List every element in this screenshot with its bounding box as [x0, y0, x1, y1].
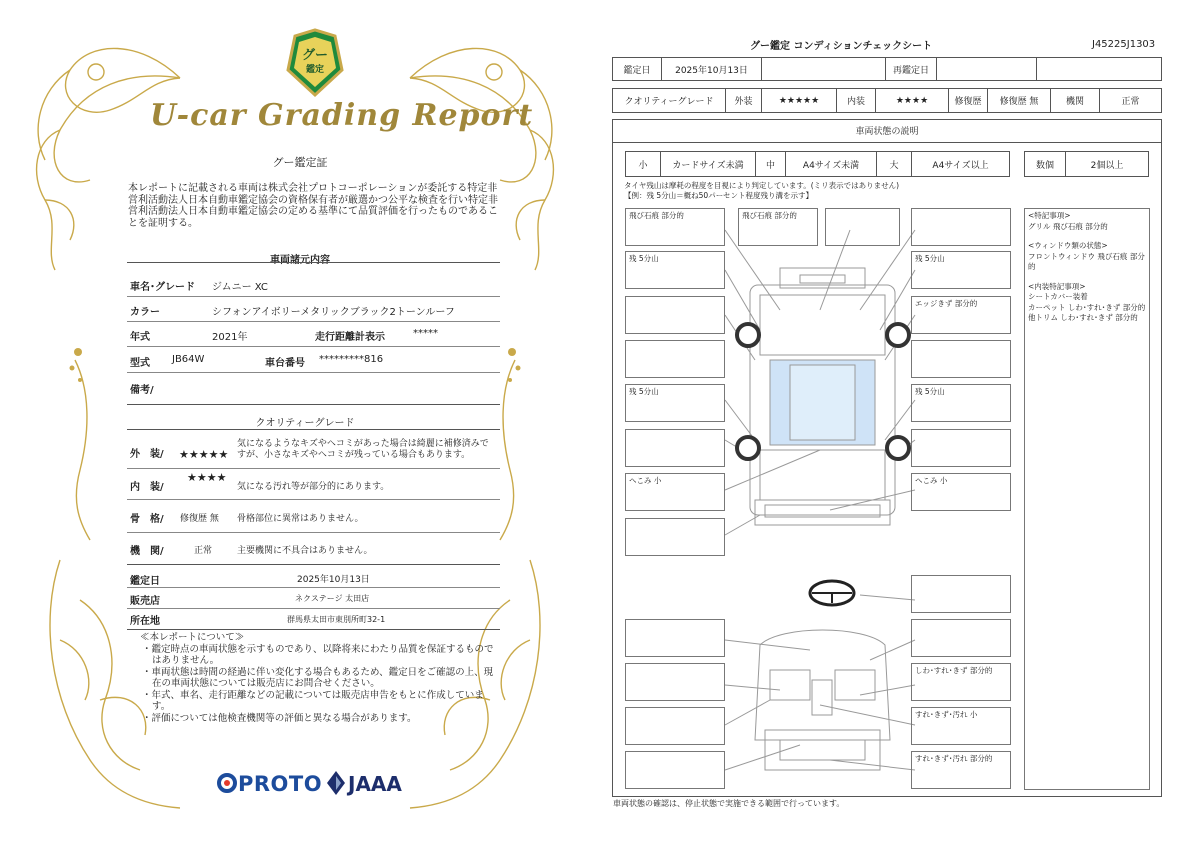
spec-row-model — [127, 347, 500, 373]
engine-value: 正常 — [194, 546, 213, 556]
certificate-body: 本レポートに記載される車両は株式会社プロトコーポレーションが委託する特定非営利活動法人日本自動車鑑定協会の資格保有者が厳選かつ公平な検査を行い特定非営利活動法人日本自動車鑑定協会の定める基準にて品質評価を行ったものであることを証明する。 — [128, 183, 498, 229]
box-left-3 — [625, 340, 725, 378]
dealer-value: ネクステージ 太田店 — [295, 594, 370, 603]
badge-top-text: グー — [301, 48, 328, 63]
legend-small: 小 — [625, 151, 661, 177]
frame-desc: 骨格部位に異常はありません。 — [237, 514, 364, 524]
proto-logo-icon — [216, 772, 238, 796]
exterior-stars: ★★★★★ — [761, 88, 837, 113]
steering-wheel-icon — [810, 581, 854, 605]
color-label: カラー — [130, 307, 160, 318]
box-interior-right-0 — [911, 619, 1011, 657]
sheet-title: グー鑑定 コンディションチェックシート — [750, 41, 933, 52]
grade-label: クオリティーグレード — [612, 88, 726, 113]
jaaa-logo: JAAA — [348, 772, 402, 796]
appraisal-row-date — [127, 566, 500, 588]
report-script-title: U-car Grading Report — [150, 98, 534, 133]
mileage-label: 走行距離計表示 — [315, 332, 385, 343]
box-interior-left-3 — [625, 707, 725, 745]
exterior-label: 外装 — [725, 88, 762, 113]
exterior-label: 外 装/ — [130, 449, 164, 460]
interior-desc: 気になる汚れ等が部分的にあります。 — [237, 482, 390, 492]
box-right-3 — [911, 340, 1011, 378]
legend-mid: 中 — [755, 151, 786, 177]
box-right-6: へこみ 小 — [911, 473, 1011, 511]
special-title-3: <内装特記事項> — [1028, 281, 1086, 291]
proto-logo: PROTO — [238, 772, 323, 796]
dealer-label: 販売店 — [130, 596, 160, 607]
certificate-title: グー鑑定証 — [272, 156, 328, 169]
legend-count: 数個 — [1024, 151, 1066, 177]
badge-bottom-text: 鑑定 — [305, 65, 324, 75]
box-right-4: 残 5分山 — [911, 384, 1011, 422]
appraisal-date-label: 鑑定日 — [612, 57, 662, 81]
box-interior-left-2 — [625, 663, 725, 701]
box-rear-left — [625, 518, 725, 556]
box-front-center — [825, 208, 900, 246]
appraisal-row-location — [127, 609, 500, 630]
repair-value: 修復歴 無 — [987, 88, 1051, 113]
quality-row-interior — [127, 469, 500, 500]
model-value: JB64W — [172, 354, 205, 365]
quality-row-frame — [127, 500, 500, 533]
year-value: 2021年 — [212, 332, 248, 343]
legend-large-desc: A4サイズ以上 — [911, 151, 1010, 177]
appraisal-date-label: 鑑定日 — [130, 576, 160, 587]
exterior-stars: ★★★★★ — [179, 448, 229, 461]
box-left-1: 残 5分山 — [625, 251, 725, 289]
appraisal-date-value: 2025年10月13日 — [297, 575, 370, 585]
box-interior-right-2: すれ･きず･汚れ 小 — [911, 707, 1011, 745]
spec-row-remarks — [127, 373, 500, 405]
mileage-value: ***** — [413, 328, 438, 339]
engine-label: 機 関/ — [130, 546, 164, 557]
appraisal-date-value: 2025年10月13日 — [661, 57, 762, 81]
condition-title: 車両状態の説明 — [612, 119, 1162, 143]
notes-title: ≪本レポートについて≫ — [140, 632, 245, 643]
name-label: 車名･グレード — [130, 282, 195, 293]
special-text-3c: 他トリム しわ･すれ･きず 部分的 — [1028, 313, 1138, 322]
exterior-desc: 気になるようなキズやヘコミがあった場合は綺麗に補修済みですが、小さなキズやヘコミが残っている場合もあります。 — [237, 439, 489, 460]
special-text-2: フロントウィンドウ 飛び石痕 部分的 — [1028, 251, 1145, 271]
note-item: ・車両状態は時間の経過に伴い変化する場合もあるため、鑑定日をご確認の上、現在の車両状態については販売店にお問合せください。 — [142, 666, 494, 689]
box-front-mid-top: 飛び石痕 部分的 — [738, 208, 818, 246]
box-left-2 — [625, 296, 725, 334]
note-item: ・鑑定時点の車両状態を示すものであり、以降将来にわたり品質を保証するものではありません。 — [142, 643, 494, 666]
legend-large: 大 — [876, 151, 912, 177]
footer-note: 車両状態の確認は、停止状態で実施できる範囲で行っています。 — [613, 799, 845, 808]
box-left-5 — [625, 429, 725, 467]
model-label: 型式 — [130, 358, 150, 369]
box-right-2: エッジきず 部分的 — [911, 296, 1011, 334]
special-text-3b: カーペット しわ･すれ･きず 部分的 — [1028, 302, 1146, 312]
box-interior-right-1: しわ･すれ･きず 部分的 — [911, 663, 1011, 701]
condition-check-sheet — [600, 0, 1200, 848]
box-steering — [911, 575, 1011, 613]
special-text-1: グリル 飛び石痕 部分的 — [1028, 221, 1108, 231]
box-front-left-top: 飛び石痕 部分的 — [625, 208, 725, 246]
note-item: ・評価については他検査機関等の評価と異なる場合があります。 — [142, 712, 417, 724]
spec-row-name — [127, 272, 500, 297]
legend-mid-desc: A4サイズ未満 — [785, 151, 877, 177]
reinspect-date-value — [936, 57, 1037, 81]
box-right-1: 残 5分山 — [911, 251, 1011, 289]
chassis-label: 車台番号 — [265, 358, 305, 369]
special-text-3a: シートカバー装着 — [1028, 292, 1088, 301]
year-label: 年式 — [130, 332, 150, 343]
name-value: ジムニー XC — [212, 282, 268, 293]
interior-label: 内装 — [836, 88, 876, 113]
interior-stars: ★★★★ — [187, 471, 227, 484]
spec-top-rule — [127, 262, 500, 263]
box-right-5 — [911, 429, 1011, 467]
tire-note-1: タイヤ残山は摩耗の程度を目視により判定しています。(ミリ表示ではありません) — [624, 181, 900, 190]
location-label: 所在地 — [130, 616, 160, 627]
color-value: シフォンアイボリーメタリックブラック2トーンルーフ — [212, 307, 455, 318]
special-title-2: <ウィンドウ類の状態> — [1028, 241, 1108, 250]
tire-note-2: 【例：残 5分山＝概ね50パーセント程度残り溝を示す】 — [624, 191, 814, 200]
interior-label: 内 装/ — [130, 482, 164, 493]
spec-row-year — [127, 322, 500, 347]
quality-row-exterior — [127, 432, 500, 469]
quality-top-rule — [127, 429, 500, 430]
chassis-value: *********816 — [319, 354, 384, 365]
spec-row-color — [127, 297, 500, 322]
quality-row-engine — [127, 533, 500, 565]
legend-small-desc: カードサイズ未満 — [660, 151, 756, 177]
special-title-1: <特記事項> — [1028, 211, 1071, 220]
frame-value: 修復歴 無 — [180, 514, 219, 524]
engine-value: 正常 — [1099, 88, 1162, 113]
report-notes — [140, 632, 495, 724]
header-blank — [761, 57, 886, 81]
note-item: ・年式、車名、走行距離などの記載については販売店申告をもとに作成しています。 — [142, 689, 484, 712]
special-notes-panel — [1024, 208, 1150, 790]
jaaa-logo-icon — [326, 770, 346, 796]
box-interior-left-1 — [625, 619, 725, 657]
appraisal-row-dealer — [127, 588, 500, 609]
quality-section-title: クオリティーグレード — [255, 418, 355, 429]
box-interior-right-3: すれ･きず･汚れ 部分的 — [911, 751, 1011, 789]
repair-label: 修復歴 — [948, 88, 988, 113]
grading-certificate — [0, 0, 590, 848]
legend-count-desc: 2個以上 — [1065, 151, 1149, 177]
box-left-6: へこみ 小 — [625, 473, 725, 511]
document-id: J45225J1303 — [1092, 39, 1156, 50]
frame-label: 骨 格/ — [130, 514, 164, 525]
reinspect-date-label: 再鑑定日 — [885, 57, 937, 81]
interior-stars: ★★★★ — [875, 88, 949, 113]
engine-label: 機関 — [1050, 88, 1100, 113]
box-left-4: 残 5分山 — [625, 384, 725, 422]
spec-section-title: 車両諸元内容 — [270, 255, 330, 266]
engine-desc: 主要機関に不具合はありません。 — [237, 546, 373, 556]
box-front-right-top — [911, 208, 1011, 246]
remarks-label: 備考/ — [130, 385, 154, 396]
location-value: 群馬県太田市東別所町32-1 — [287, 615, 386, 624]
box-interior-left-4 — [625, 751, 725, 789]
